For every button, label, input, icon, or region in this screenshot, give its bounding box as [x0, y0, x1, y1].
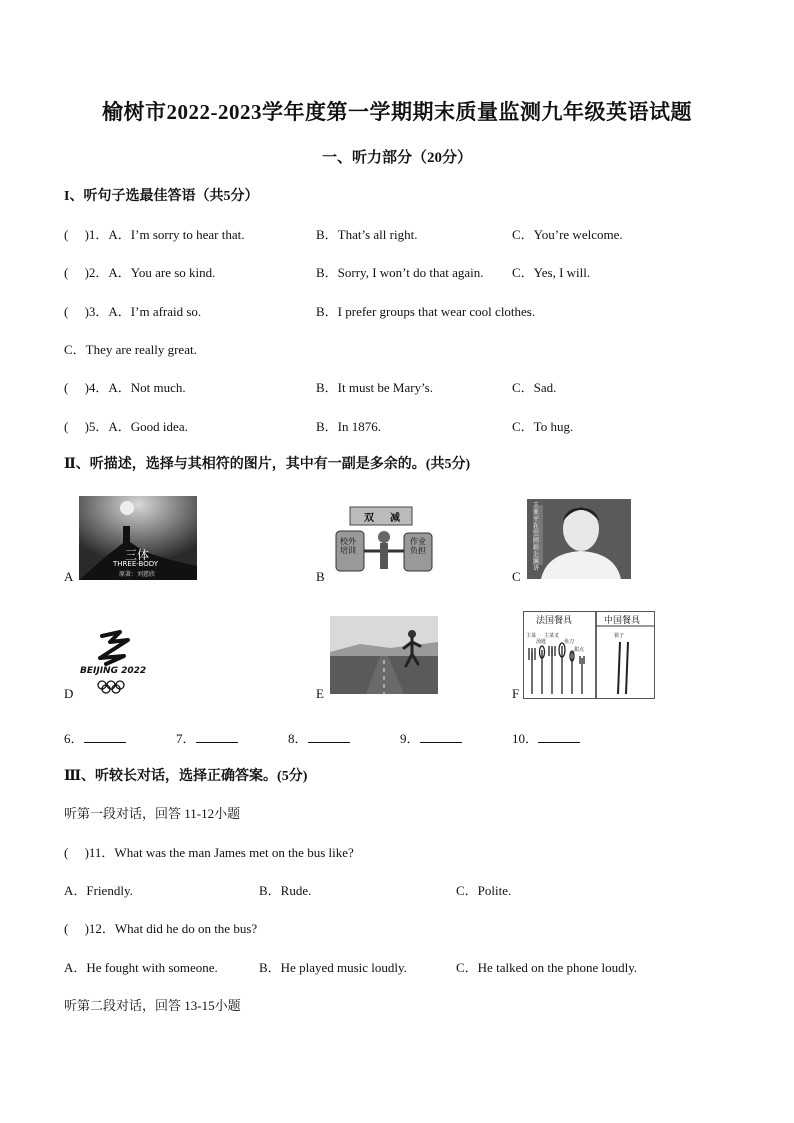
- tableware-french: 法国餐具: [536, 615, 573, 625]
- tableware-chinese: 中国餐具: [604, 615, 641, 625]
- q11-option-a: A．Friendly.: [64, 883, 133, 898]
- picture-double-reduction: [332, 499, 436, 583]
- tableware-label-1: 主菜: [526, 634, 537, 639]
- astronaut-side-text: 王亚平在空间站上演讲: [533, 503, 540, 572]
- page-title: 榆树市2022-2023学年度第一学期期末质量监测九年级英语试题: [102, 100, 692, 124]
- blank-number: 9．: [400, 731, 420, 746]
- blank-number: 8．: [288, 731, 308, 746]
- beijing-logo-art: [80, 628, 152, 694]
- picture-tableware: [523, 611, 655, 699]
- picture-label-d: D: [64, 686, 74, 701]
- blank-number: 6．: [64, 731, 84, 746]
- section-1-heading: I、听句子选最佳答语（共5分）: [64, 189, 259, 204]
- blank-line: [538, 730, 580, 743]
- picture-label-b: B: [316, 569, 325, 584]
- picture-runner: [330, 616, 438, 694]
- answer-blank-10[interactable]: [512, 728, 580, 747]
- blank-number: 7．: [176, 731, 196, 746]
- runner-art: [330, 616, 438, 694]
- q1-option-c: C．You’re welcome.: [512, 227, 623, 242]
- q11-option-b: B．Rude.: [259, 883, 312, 898]
- q11-text: ( )11．What was the man James met on the bus like?: [64, 845, 354, 860]
- picture-label-a: A: [64, 569, 74, 584]
- q5-option-a: ( )5．A．Good idea.: [64, 419, 188, 434]
- double-text-1: 双: [364, 513, 374, 524]
- tableware-label-6: 筷子: [614, 634, 625, 639]
- q12-text: ( )12．What did he do on the bus?: [64, 921, 258, 936]
- picture-label-c: C: [512, 569, 521, 584]
- q1-option-a: ( )1．A．I’m sorry to hear that.: [64, 227, 245, 242]
- picture-label-f: F: [512, 686, 520, 701]
- answer-blank-9[interactable]: [400, 728, 462, 747]
- q3-option-b: B．I prefer groups that wear cool clothes.: [316, 304, 536, 319]
- blank-line: [84, 730, 126, 743]
- section-2-heading: Ⅱ、听描述，选择与其相符的图片，其中有一副是多余的。(共5分): [64, 457, 471, 472]
- q1-option-b: B．That’s all right.: [316, 227, 418, 242]
- part-heading: 一、听力部分（20分）: [321, 150, 472, 166]
- q2-option-a: ( )2．A．You are so kind.: [64, 265, 216, 280]
- answer-blank-6[interactable]: [64, 728, 126, 747]
- q2-option-b: B．Sorry, I won’t do that again.: [316, 265, 484, 280]
- blank-line: [420, 730, 462, 743]
- picture-label-e: E: [316, 686, 324, 701]
- three-body-en: THREE-BODY: [113, 560, 158, 568]
- q3-option-c: C．They are really great.: [64, 342, 197, 357]
- beijing-logo-text: BEIJING 2022: [80, 666, 147, 676]
- picture-astronaut: [527, 499, 631, 579]
- q2-option-c: C．Yes, I will.: [512, 265, 591, 280]
- q3-option-a: ( )3．A．I’m afraid so.: [64, 304, 202, 319]
- double-text-2: 减: [390, 513, 400, 524]
- q12-option-c: C．He talked on the phone loudly.: [456, 960, 638, 975]
- tableware-label-2: 主菜叉: [544, 634, 560, 639]
- q4-option-c: C．Sad.: [512, 380, 557, 395]
- section-3-heading: Ⅲ、听较长对话，选择正确答案。(5分): [64, 769, 308, 784]
- picture-three-body: [79, 496, 197, 580]
- blank-number: 10．: [512, 731, 539, 746]
- blank-line: [196, 730, 238, 743]
- blank-line: [308, 730, 350, 743]
- three-body-author: 原著：刘慈欣: [119, 571, 156, 578]
- answer-blank-7[interactable]: [176, 728, 238, 747]
- q12-option-b: B．He played music loudly.: [259, 960, 407, 975]
- dialogue-2-instruction: 听第二段对话，回答 13-15小题: [64, 998, 241, 1013]
- three-body-cn: 三体: [125, 548, 150, 562]
- answer-blank-8[interactable]: [288, 728, 350, 747]
- dialogue-1-instruction: 听第一段对话，回答 11-12小题: [64, 806, 241, 821]
- q5-option-b: B．In 1876.: [316, 419, 382, 434]
- q11-option-c: C．Polite.: [456, 883, 512, 898]
- q4-option-a: ( )4．A．Not much.: [64, 380, 186, 395]
- tableware-label-4: 鱼刀: [564, 640, 575, 645]
- double-left-text: 校外培训: [340, 537, 356, 555]
- tableware-label-5: 甜点: [574, 648, 585, 653]
- q12-option-a: A．He fought with someone.: [64, 960, 218, 975]
- double-right-text: 作业负担: [410, 537, 426, 555]
- picture-beijing-2022: [80, 628, 152, 694]
- q5-option-c: C．To hug.: [512, 419, 574, 434]
- tableware-label-3: 汤匙: [536, 640, 547, 645]
- q4-option-b: B．It must be Mary’s.: [316, 380, 433, 395]
